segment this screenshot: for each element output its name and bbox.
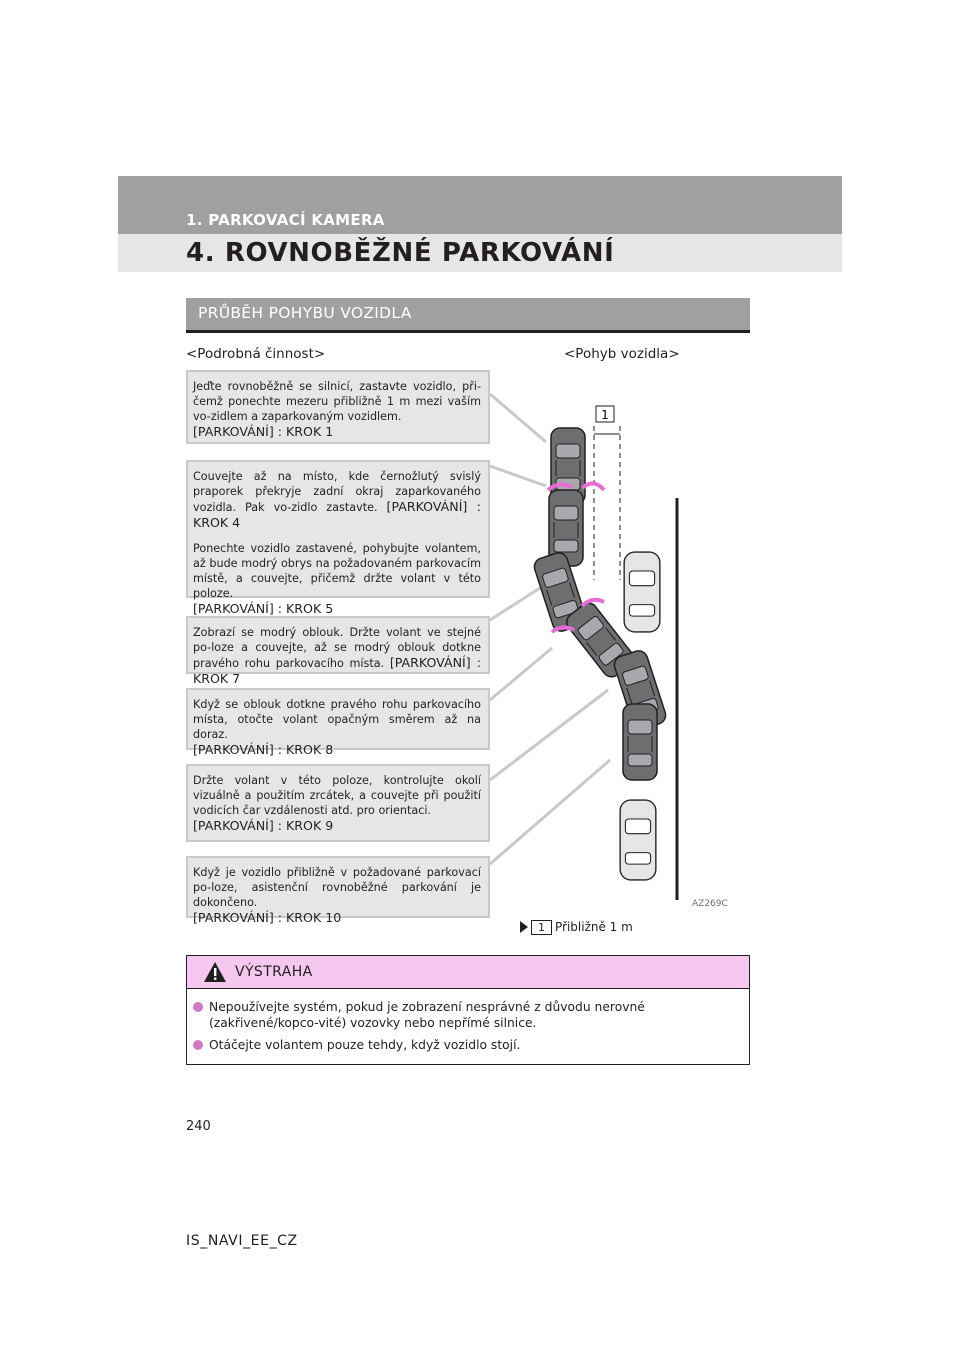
step-box-4 xyxy=(186,688,490,757)
warning-header xyxy=(187,956,749,989)
step-box-2 xyxy=(186,460,490,616)
parked-car-front xyxy=(624,552,660,632)
step-box-3 xyxy=(186,616,490,686)
step-box-5 xyxy=(186,764,490,842)
step-ref: [PARKOVÁNÍ] : KROK 4 xyxy=(193,499,482,530)
left-column-heading: <Podrobná činnost> xyxy=(186,346,326,362)
step-text: Držte volant v této poloze, kontrolujte okolí vizuálně a použitím zrcátek, a couvejte při použití vodicích čar vzdálenosti atd. pro orientaci. xyxy=(193,774,481,817)
parking-maneuver-diagram xyxy=(490,370,750,910)
step-ref: [PARKOVÁNÍ] : KROK 10 xyxy=(193,910,342,925)
caption-pointer-icon xyxy=(520,921,528,933)
parked-car-rear xyxy=(620,800,656,880)
step-ref: [PARKOVÁNÍ] : KROK 8 xyxy=(193,742,334,757)
right-column-heading: <Pohyb vozidla> xyxy=(564,346,680,362)
distance-marker: 1 xyxy=(601,408,609,422)
warning-box xyxy=(186,955,750,1065)
section-title: PRŮBĚH POHYBU VOZIDLA xyxy=(198,304,412,322)
step-text: Zobrazí se modrý oblouk. Držte volant ve stejné po-loze a couvejte, až se modrý oblouk dotkne pravého rohu parkovacího místa. xyxy=(193,626,481,670)
leader-line xyxy=(490,394,546,442)
step-text: Couvejte až na místo, kde černožlutý svislý praporek překryje zadní okraj zaparkovaného vozidla. Pak vo-zidlo zastavte. xyxy=(193,470,481,514)
vehicle-position-6 xyxy=(623,704,657,780)
leader-line xyxy=(490,648,552,700)
leader-line xyxy=(490,690,608,780)
leader-line xyxy=(490,760,610,864)
page-number: 240 xyxy=(186,1119,211,1134)
step-ref: [PARKOVÁNÍ] : KROK 5 xyxy=(193,601,334,616)
step-ref: [PARKOVÁNÍ] : KROK 9 xyxy=(193,818,334,833)
page-title: 4. ROVNOBĚŽNÉ PARKOVÁNÍ xyxy=(186,238,615,268)
step-text: Když se oblouk dotkne pravého rohu parkovacího místa, otočte volant opačným směrem až na doraz. xyxy=(193,698,481,741)
bullet-icon xyxy=(193,1002,203,1012)
caption-text: Přibližně 1 m xyxy=(555,920,633,934)
chapter-label: 1. PARKOVACÍ KAMERA xyxy=(186,211,385,229)
step-ref: [PARKOVÁNÍ] : KROK 7 xyxy=(193,655,482,686)
step-ref: [PARKOVÁNÍ] : KROK 1 xyxy=(193,424,334,439)
figure-code: AZ269C xyxy=(692,899,728,909)
leader-line xyxy=(490,466,546,486)
warning-icon xyxy=(203,961,227,983)
step-box-1 xyxy=(186,370,490,444)
caption-number: 1 xyxy=(531,920,552,935)
step-text: Jeďte rovnoběžně se silnicí, zastavte vozidlo, při-čemž ponechte mezeru přibližně 1 m mezi vaším vo-zidlem a zaparkovaným vozidlem. xyxy=(193,380,481,423)
warning-item: Otáčejte volantem pouze tehdy, když vozidlo stojí. xyxy=(193,1037,739,1053)
bullet-icon xyxy=(193,1040,203,1050)
step-box-6 xyxy=(186,856,490,925)
warning-list xyxy=(187,999,749,1053)
step-text: Když je vozidlo přibližně v požadované parkovací po-loze, asistenční rovnoběžné parkování je dokončeno. xyxy=(193,866,481,909)
step-text: Ponechte vozidlo zastavené, pohybujte volantem, až bude modrý obrys na požadovaném parkovacím místě, a couvejte, přičemž držte volant v této poloze. xyxy=(193,542,481,600)
figure-caption xyxy=(520,920,633,935)
section-bar xyxy=(186,298,750,333)
warning-title: VÝSTRAHA xyxy=(235,964,313,980)
leader-line xyxy=(490,588,540,620)
document-code: IS_NAVI_EE_CZ xyxy=(186,1233,298,1249)
warning-item: Nepoužívejte systém, pokud je zobrazení nesprávné z důvodu nerovné (zakřivené/kopco-vité) vozovky nebo nepřímé silnice. xyxy=(193,999,739,1031)
